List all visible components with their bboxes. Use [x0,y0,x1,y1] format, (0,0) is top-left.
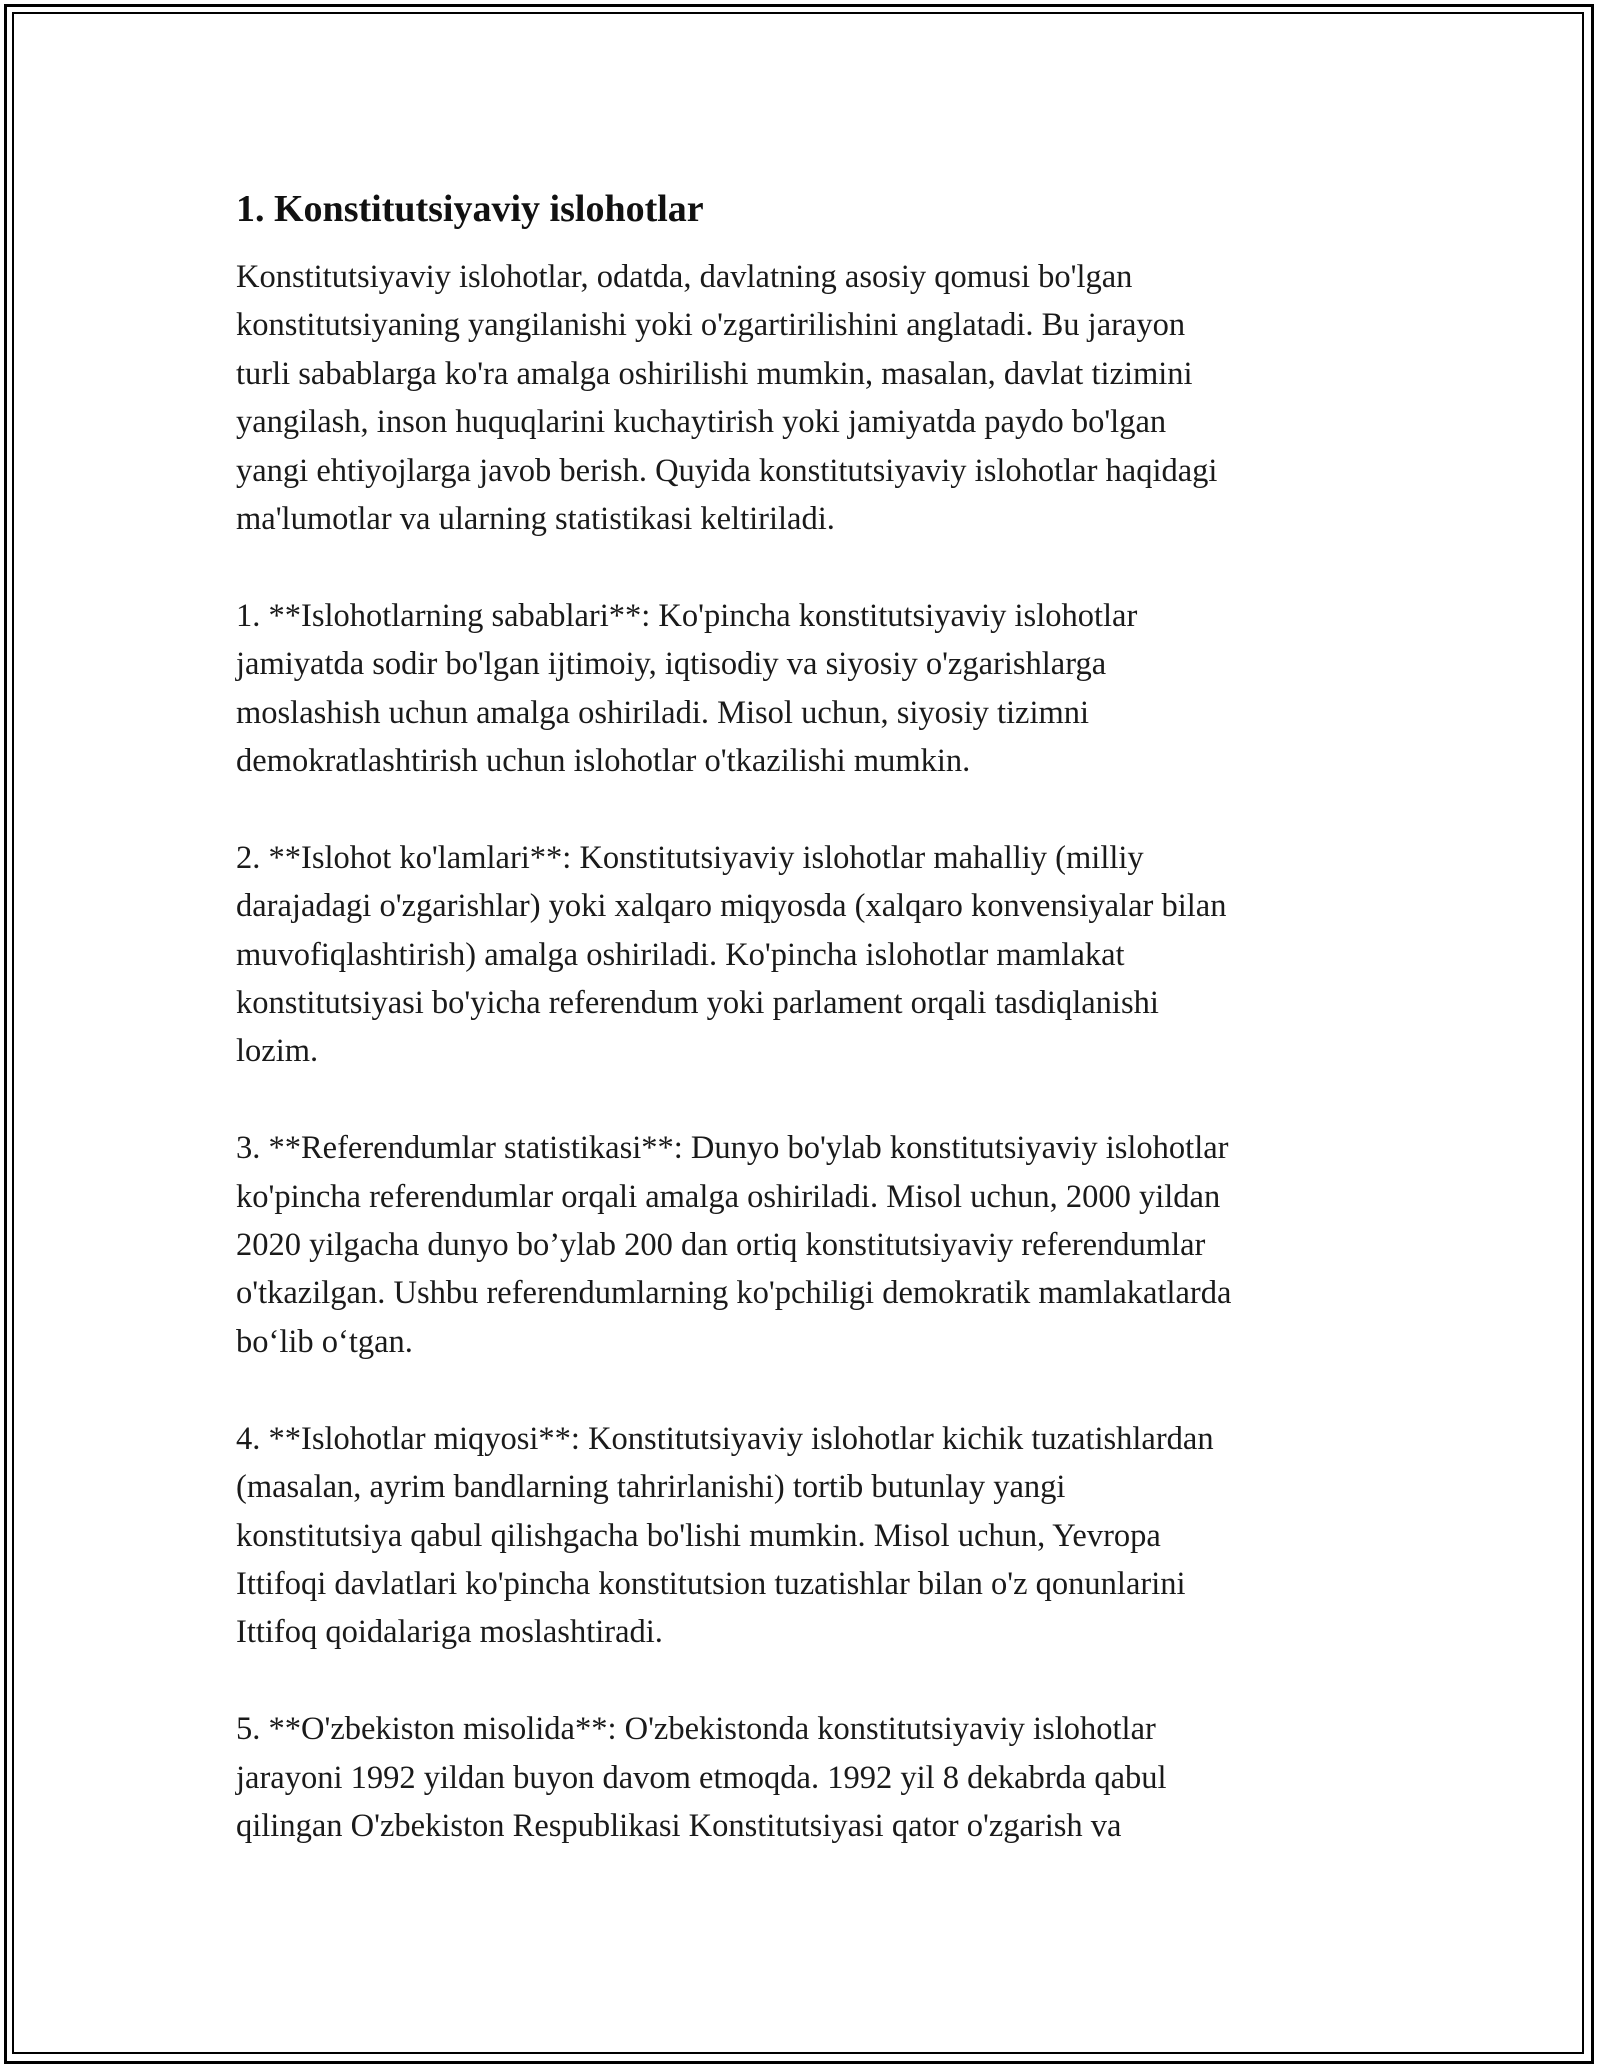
paragraph-line: demokratlashtirish uchun islohotlar o'tkazilishi mumkin. [236,743,971,780]
paragraph-list [236,253,1386,1850]
paragraph-line: turli sabablarga ko'ra amalga oshirilishi mumkin, masalan, davlat tizimini [236,355,1193,392]
paragraph [236,1124,1386,1366]
paragraph [236,253,1386,543]
paragraph-line: yangilash, inson huquqlarini kuchaytirish yoki jamiyatda paydo bo'lgan [236,404,1167,441]
paragraph [236,592,1386,786]
paragraph [236,1415,1386,1657]
paragraph-line: jarayoni 1992 yildan buyon davom etmoqda. 1992 yil 8 dekabrda qabul [236,1759,1167,1796]
paragraph-line: Ittifoq qoidalariga moslashtiradi. [236,1614,663,1651]
paragraph-line: 4. **Islohotlar miqyosi**: Konstitutsiyaviy islohotlar kichik tuzatishlardan [236,1420,1214,1457]
paragraph-line: darajadagi o'zgarishlar) yoki xalqaro miqyosda (xalqaro konvensiyalar bilan [236,888,1227,925]
document-body [236,185,1386,1899]
paragraph-line: yangi ehtiyojlarga javob berish. Quyida konstitutsiyaviy islohotlar haqidagi [236,452,1218,489]
paragraph [236,834,1386,1076]
paragraph-line: konstitutsiyaning yangilanishi yoki o'zgartirilishini anglatadi. Bu jarayon [236,307,1186,344]
paragraph-line: ko'pincha referendumlar orqali amalga oshiriladi. Misol uchun, 2000 yildan [236,1178,1221,1215]
paragraph [236,1705,1386,1850]
paragraph-line: konstitutsiya qabul qilishgacha bo'lishi mumkin. Misol uchun, Yevropa [236,1517,1161,1554]
paragraph-line: Ittifoqi davlatlari ko'pincha konstitutsion tuzatishlar bilan o'z qonunlarini [236,1565,1186,1602]
paragraph-line: o'tkazilgan. Ushbu referendumlarning ko'pchiligi demokratik mamlakatlarda [236,1275,1232,1312]
paragraph-line: (masalan, ayrim bandlarning tahrirlanishi) tortib butunlay yangi [236,1469,1066,1506]
paragraph-line: 3. **Referendumlar statistikasi**: Dunyo bo'ylab konstitutsiyaviy islohotlar [236,1130,1229,1167]
document-title: 1. Konstitutsiyaviy islohotlar [236,188,704,230]
paragraph-line: 1. **Islohotlarning sabablari**: Ko'pincha konstitutsiyaviy islohotlar [236,597,1138,634]
paragraph-line: ma'lumotlar va ularning statistikasi keltiriladi. [236,501,835,538]
paragraph-line: 5. **O'zbekiston misolida**: O'zbekistonda konstitutsiyaviy islohotlar [236,1711,1156,1748]
paragraph-line: konstitutsiyasi bo'yicha referendum yoki parlament orqali tasdiqlanishi [236,985,1159,1022]
paragraph-line: Konstitutsiyaviy islohotlar, odatda, davlatning asosiy qomusi bo'lgan [236,259,1133,295]
paragraph-line: qilingan O'zbekiston Respublikasi Konstitutsiyasi qator o'zgarish va [236,1807,1122,1844]
paragraph-line: muvofiqlashtirish) amalga oshiriladi. Ko'pincha islohotlar mamlakat [236,936,1125,973]
paragraph-line: moslashish uchun amalga oshiriladi. Misol uchun, siyosiy tizimni [236,694,1090,731]
paragraph-line: 2. **Islohot ko'lamlari**: Konstitutsiyaviy islohotlar mahalliy (milliy [236,839,1144,876]
paragraph-line: jamiyatda sodir bo'lgan ijtimoiy, iqtisodiy va siyosiy o'zgarishlarga [236,646,1107,683]
paragraph-line: bo‘lib o‘tgan. [236,1323,413,1360]
paragraph-line: lozim. [236,1033,319,1070]
paragraph-line: 2020 yilgacha dunyo bo’ylab 200 dan ortiq konstitutsiyaviy referendumlar [236,1227,1206,1264]
